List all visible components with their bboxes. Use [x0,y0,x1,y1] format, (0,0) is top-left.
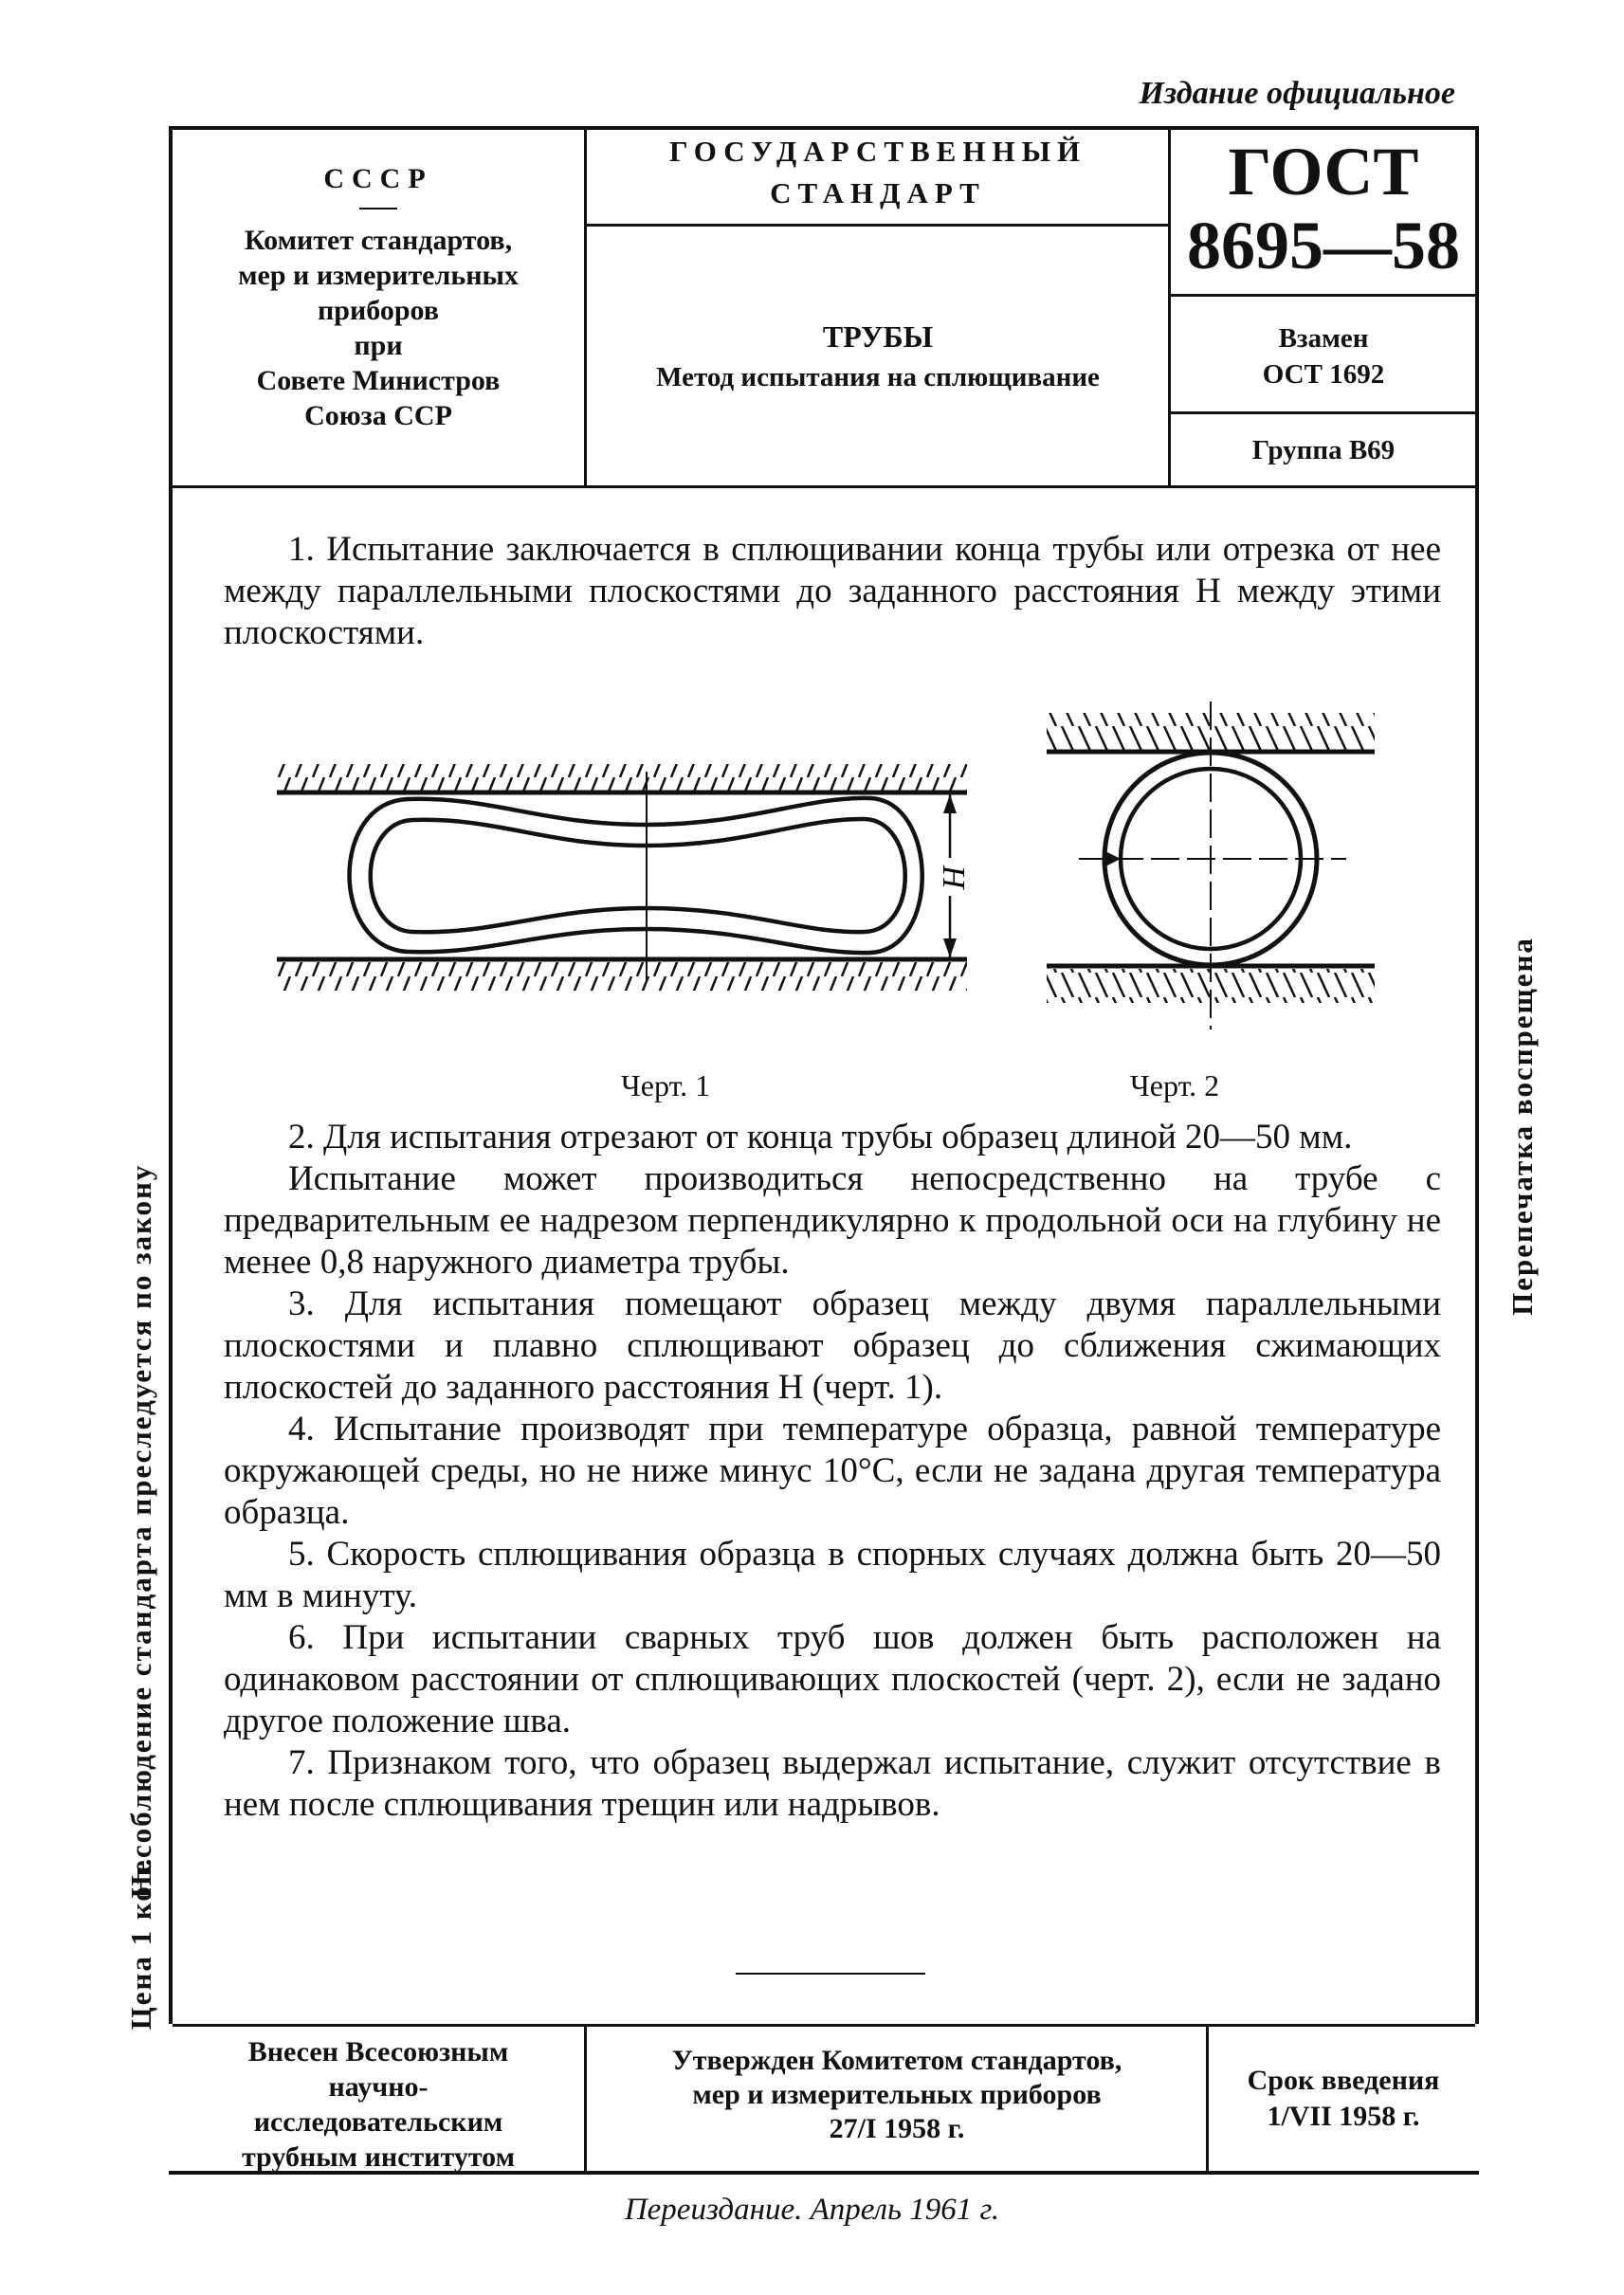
end-rule [736,1973,925,1975]
upper-plate-hatch [277,764,967,791]
footer-top-rule [173,2024,1475,2027]
paragraph-3: 3. Для испытания помещают образец между двумя параллельными плоскостями и плавно сплющивают образец до сближения сжимающих плоскостей до заданного расстояния H (черт. 1). [224,1284,1441,1407]
gost-label: ГОСТ [1228,134,1419,209]
frame-top-border [169,126,1479,130]
introduced-line: научно- [328,2071,429,2103]
group-code: Группа В69 [1251,435,1396,465]
footer-divider-2 [1206,2024,1209,2173]
paragraph-5: 5. Скорость сплющивания образца в спорных случаях должна быть 20—50 мм в минуту. [224,1535,1441,1615]
country-name: СССР [323,163,433,194]
paragraph-6: 6. При испытании сварных труб шов должен быть расположен на одинаковом расстоянии от сплющивающих плоскостей (черт. 2), если не задано другое положение шва. [224,1618,1441,1740]
introduced-line: исследовательским [253,2106,503,2138]
paragraph-2b: Испытание может производиться непосредственно на трубе с предварительным ее надрезом перпендикулярно к продольной оси на глубину не менее 0,8 наружного диаметра трубы. [224,1159,1441,1282]
reprint-notice: Перепечатка воспрещена [1505,937,1539,1316]
figure-2-weld-position [1043,701,1384,1033]
committee-line: мер и измерительных [238,260,519,291]
header-right-rule-1 [1168,294,1475,297]
approved-line: Утвержден Комитетом стандартов, [671,2045,1122,2076]
reissue-note: Переиздание. Апрель 1961 г. [624,2193,1000,2227]
country-dash [359,208,397,209]
figure-1-flattened-tube [275,749,986,1024]
replaces-value: ОСТ 1692 [1262,359,1385,390]
frame-right-border [1475,126,1479,2024]
standard-type [588,131,1168,214]
committee-block [173,161,584,433]
lower-plate-hatch [277,962,967,991]
effective-line: Срок введения [1247,2065,1440,2096]
footer-divider-1 [584,2024,587,2173]
price-label: Цена 1 коп. [124,1856,157,2031]
body-section-1 [224,529,1441,654]
header-divider-2 [1168,130,1171,486]
edition-note: Издание официальное [1139,76,1455,111]
paragraph-4: 4. Испытание производят при температуре образца, равной температуре окружающей среды, но не ниже минус 10°C, если не задана другая температура образца. [224,1410,1441,1532]
introduced-by [173,2034,584,2175]
introduced-line: трубным институтом [241,2141,516,2173]
dimension-label: H [936,865,972,889]
replaces-label: Взамен [1278,323,1369,354]
tube-inner-wall [371,819,905,932]
paragraph-7: 7. Признаком того, что образец выдержал испытание, служит отсутствие в нем после сплющивания трещин или надрывов. [224,1743,1441,1824]
weld-marker [1105,851,1121,866]
introduced-line: Внесен Всесоюзным [247,2036,509,2067]
standard-title-block [588,315,1168,396]
header-divider-1 [584,130,587,486]
standard-title: ТРУБЫ [822,319,934,354]
effective-date [1210,2063,1477,2135]
effective-line: 1/VII 1958 г. [1267,2101,1420,2132]
header-bottom-rule [173,485,1475,488]
legal-notice: Несоблюдение стандарта преследуется по закону [124,1163,157,1899]
header-mid-rule [584,224,1168,227]
standard-type-line: ГОСУДАРСТВЕННЫЙ [668,135,1087,168]
standard-subtitle: Метод испытания на сплющивание [656,362,1100,392]
gost-designation [1172,135,1475,282]
standard-type-line: СТАНДАРТ [770,176,986,209]
committee-line: при [354,330,403,361]
approved-line: 27/I 1958 г. [829,2113,965,2144]
dimension-arrow-bottom [943,938,957,957]
committee-line: Комитет стандартов, [244,225,513,256]
committee-line: приборов [318,295,439,326]
body-section-2 [224,1117,1441,1826]
paragraph-2: 2. Для испытания отрезают от конца трубы образец длиной 20—50 мм. [288,1118,1353,1157]
replaces-block [1172,320,1475,392]
gost-number: 8695—58 [1187,208,1460,283]
figure-1-caption: Черт. 1 [621,1068,711,1102]
figure-2-caption: Черт. 2 [1130,1068,1220,1102]
approved-by [588,2044,1206,2146]
approved-line: мер и измерительных приборов [692,2079,1102,2110]
committee-line: Союза ССР [304,400,452,431]
dimension-arrow-top [943,794,957,813]
paragraph-1: 1. Испытание заключается в сплющивании конца трубы или отрезка от нее между параллельными плоскостями до заданного расстояния H между этими плоскостями. [224,530,1441,652]
committee-line: Совете Министров [256,365,501,396]
header-right-rule-2 [1168,411,1475,414]
